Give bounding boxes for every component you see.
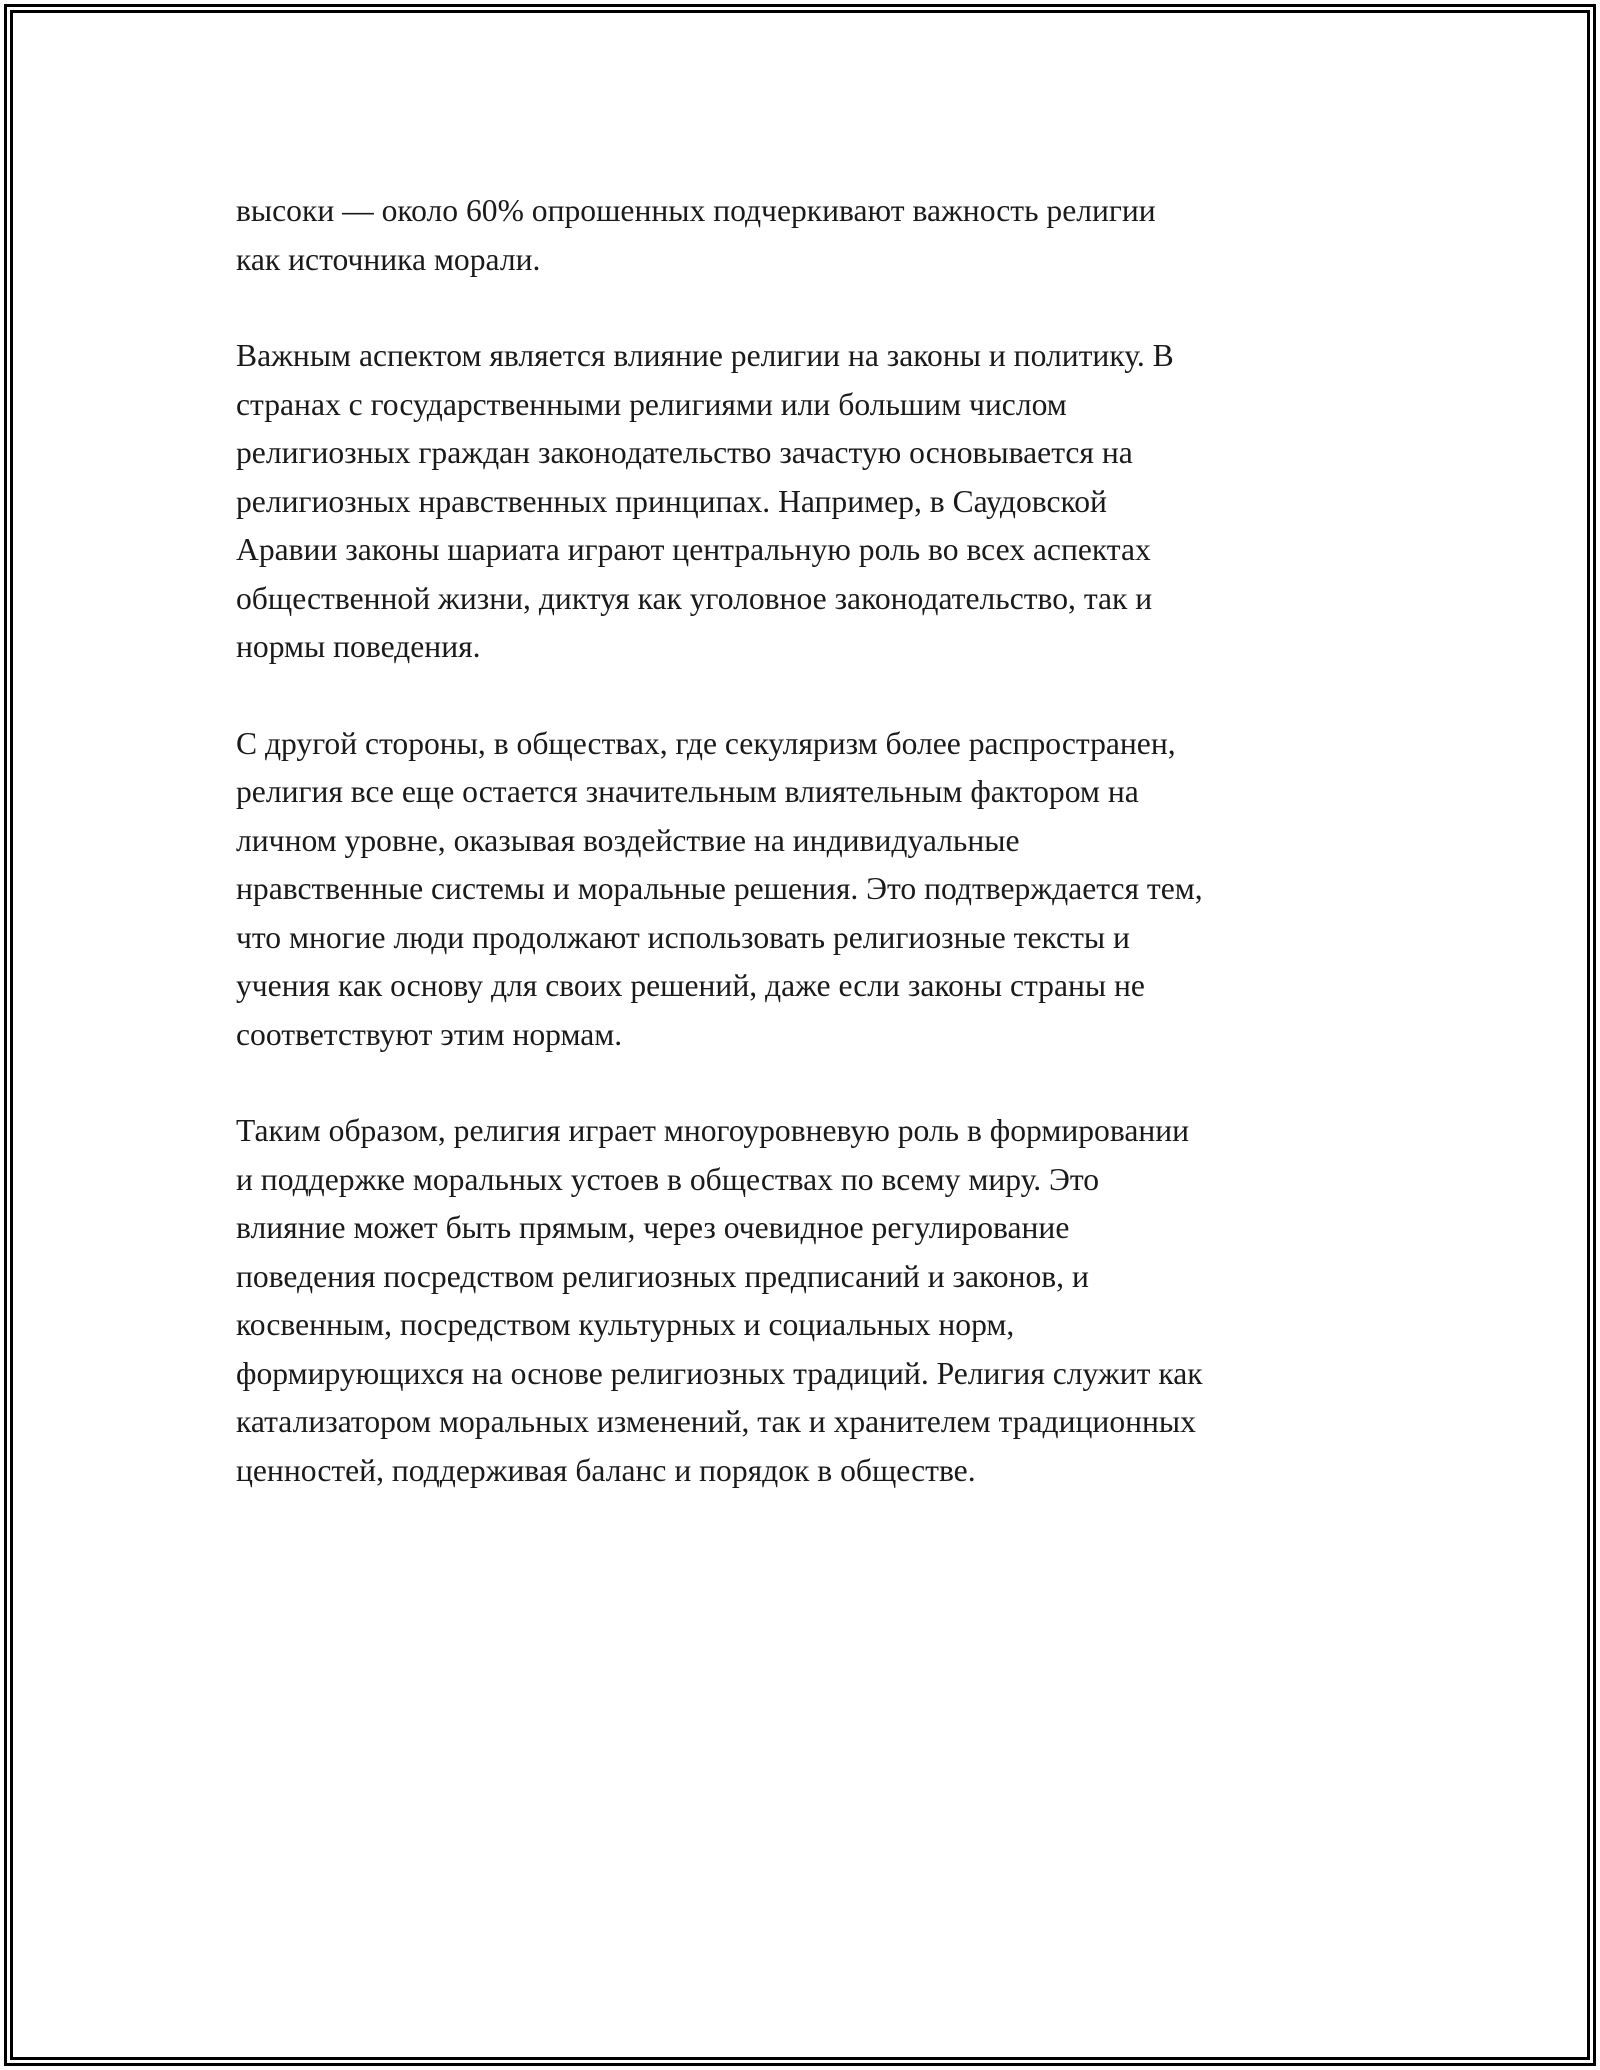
text-line: соответствуют этим нормам. [236,1016,623,1052]
text-line: С другой стороны, в обществах, где секуляризм более распространен, [236,725,1176,761]
paragraph-1 [236,187,1371,284]
text-line: формирующихся на основе религиозных традиций. Религия служит как [236,1355,1203,1391]
text-line: катализатором моральных изменений, так и хранителем традиционных [236,1404,1196,1439]
text-line: Важным аспектом является влияние религии на законы и политику. В [236,338,1174,373]
text-line: поведения посредством религиозных предписаний и законов, и [236,1258,1089,1294]
text-line: Аравии законы шариата играют центральную роль во всех аспектах [236,532,1151,567]
text-line: Таким образом, религия играет многоуровневую роль в формировании [236,1113,1190,1148]
text-line: ценностей, поддерживая баланс и порядок в обществе. [236,1452,976,1488]
text-line: религия все еще остается значительным влиятельным фактором на [236,774,1139,809]
text-line: религиозных нравственных принципах. Например, в Саудовской [236,483,1107,519]
text-line: нравственные системы и моральные решения. Это подтверждается тем, [236,871,1203,906]
text-line: общественной жизни, диктуя как уголовное законодательство, так и [236,580,1153,616]
document-body [236,187,1371,1543]
text-line: что многие люди продолжают использовать религиозные тексты и [236,919,1130,955]
text-line: личном уровне, оказывая воздействие на индивидуальные [236,822,1020,858]
text-line: религиозных граждан законодательство зачастую основывается на [236,435,1133,470]
text-line: странах с государственными религиями или большим числом [236,386,1067,422]
text-line: учения как основу для своих решений, даже если законы страны не [236,968,1145,1003]
text-line: нормы поведения. [236,629,481,664]
paragraph-2 [236,332,1371,672]
text-line: как источника морали. [236,241,541,277]
text-line: косвенным, посредством культурных и социальных норм, [236,1307,1015,1342]
text-line: и поддержке моральных устоев в обществах по всему миру. Это [236,1161,1100,1197]
text-line: высоки — около 60% опрошенных подчеркивают важность религии [236,193,1156,228]
text-line: влияние может быть прямым, через очевидное регулирование [236,1210,1070,1245]
paragraph-4 [236,1107,1371,1495]
paragraph-3 [236,720,1371,1060]
